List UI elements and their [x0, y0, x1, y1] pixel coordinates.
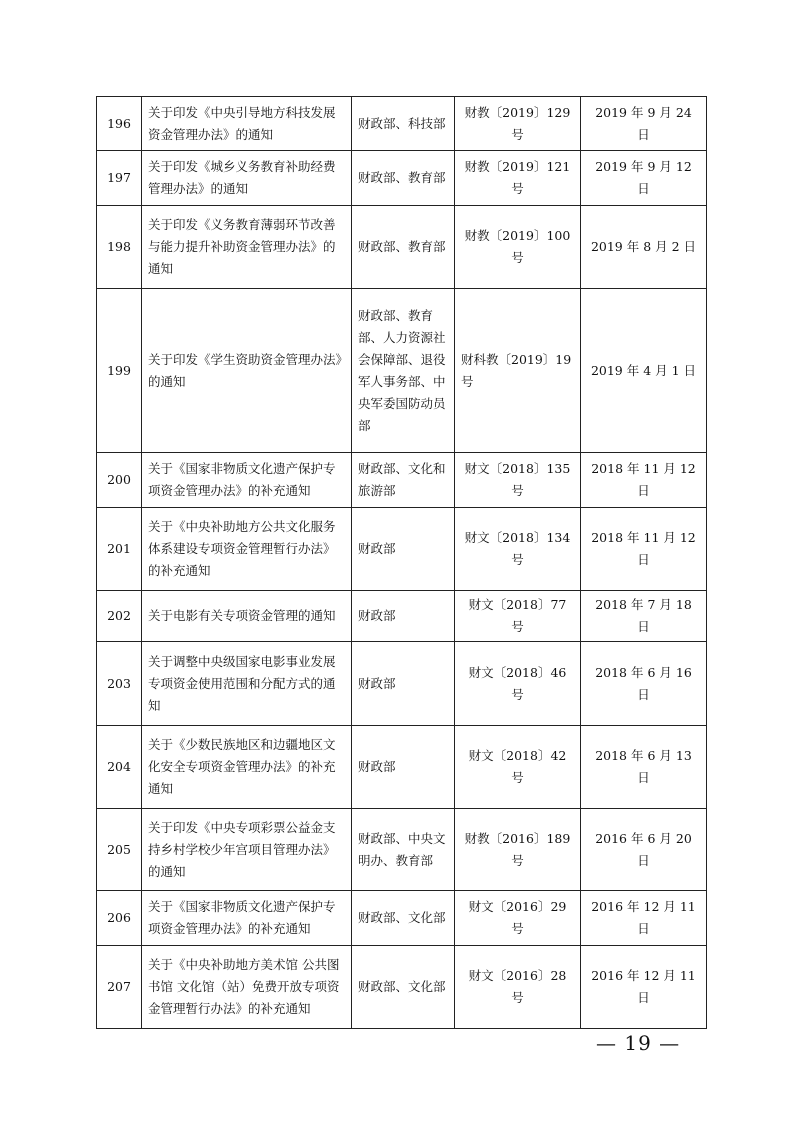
table-row [97, 642, 707, 726]
table-row [97, 809, 707, 891]
issuing-department: 财政部、科技部 [352, 97, 455, 151]
document-number: 财文〔2016〕28 号 [455, 946, 581, 1029]
issue-date: 2019 年 9 月 12 日 [581, 151, 707, 206]
issue-date: 2018 年 6 月 16 日 [581, 642, 707, 726]
issue-date: 2016 年 6 月 20 日 [581, 809, 707, 891]
table-row [97, 151, 707, 206]
row-number: 198 [97, 206, 142, 289]
issuing-department: 财政部、文化和旅游部 [352, 453, 455, 508]
document-title: 关于印发《义务教育薄弱环节改善与能力提升补助资金管理办法》的通知 [142, 206, 352, 289]
document-title: 关于《少数民族地区和边疆地区文化安全专项资金管理办法》的补充通知 [142, 726, 352, 809]
document-number: 财教〔2016〕189 号 [455, 809, 581, 891]
issue-date: 2019 年 8 月 2 日 [581, 206, 707, 289]
row-number: 196 [97, 97, 142, 151]
issuing-department: 财政部、教育部 [352, 206, 455, 289]
document-title: 关于电影有关专项资金管理的通知 [142, 591, 352, 642]
issuing-department: 财政部 [352, 726, 455, 809]
row-number: 199 [97, 289, 142, 453]
document-number: 财文〔2018〕135 号 [455, 453, 581, 508]
document-title: 关于印发《中央专项彩票公益金支持乡村学校少年宫项目管理办法》的通知 [142, 809, 352, 891]
row-number: 197 [97, 151, 142, 206]
issue-date: 2019 年 9 月 24 日 [581, 97, 707, 151]
issuing-department: 财政部 [352, 508, 455, 591]
table-row [97, 946, 707, 1029]
document-number: 财教〔2019〕121 号 [455, 151, 581, 206]
row-number: 207 [97, 946, 142, 1029]
issuing-department: 财政部 [352, 591, 455, 642]
document-number: 财科教〔2019〕19 号 [455, 289, 581, 453]
table-row [97, 891, 707, 946]
document-table [96, 96, 707, 1029]
document-title: 关于《中央补助地方公共文化服务体系建设专项资金管理暂行办法》的补充通知 [142, 508, 352, 591]
row-number: 200 [97, 453, 142, 508]
issuing-department: 财政部、中央文明办、教育部 [352, 809, 455, 891]
issuing-department: 财政部 [352, 642, 455, 726]
table-row [97, 726, 707, 809]
issue-date: 2019 年 4 月 1 日 [581, 289, 707, 453]
document-title: 关于《国家非物质文化遗产保护专项资金管理办法》的补充通知 [142, 891, 352, 946]
row-number: 205 [97, 809, 142, 891]
row-number: 206 [97, 891, 142, 946]
page-number: — 19 — [596, 1031, 681, 1055]
row-number: 201 [97, 508, 142, 591]
issuing-department: 财政部、教育部 [352, 151, 455, 206]
table-row [97, 591, 707, 642]
table-row [97, 453, 707, 508]
issuing-department: 财政部、文化部 [352, 946, 455, 1029]
row-number: 202 [97, 591, 142, 642]
document-number: 财文〔2018〕46 号 [455, 642, 581, 726]
document-title: 关于印发《学生资助资金管理办法》的通知 [142, 289, 352, 453]
table-row [97, 97, 707, 151]
document-title: 关于调整中央级国家电影事业发展专项资金使用范围和分配方式的通知 [142, 642, 352, 726]
issue-date: 2016 年 12 月 11 日 [581, 891, 707, 946]
table-body [97, 97, 707, 1029]
table-row [97, 206, 707, 289]
document-number: 财文〔2018〕134 号 [455, 508, 581, 591]
document-number: 财文〔2018〕42 号 [455, 726, 581, 809]
document-title: 关于印发《中央引导地方科技发展资金管理办法》的通知 [142, 97, 352, 151]
issuing-department: 财政部、教育部、人力资源社会保障部、退役军人事务部、中央军委国防动员部 [352, 289, 455, 453]
issue-date: 2018 年 11 月 12 日 [581, 453, 707, 508]
document-number: 财教〔2019〕100 号 [455, 206, 581, 289]
issuing-department: 财政部、文化部 [352, 891, 455, 946]
issue-date: 2016 年 12 月 11 日 [581, 946, 707, 1029]
row-number: 204 [97, 726, 142, 809]
document-title: 关于印发《城乡义务教育补助经费管理办法》的通知 [142, 151, 352, 206]
table-row [97, 508, 707, 591]
document-title: 关于《国家非物质文化遗产保护专项资金管理办法》的补充通知 [142, 453, 352, 508]
document-number: 财文〔2016〕29 号 [455, 891, 581, 946]
row-number: 203 [97, 642, 142, 726]
document-title: 关于《中央补助地方美术馆 公共图书馆 文化馆（站）免费开放专项资金管理暂行办法》的补充通知 [142, 946, 352, 1029]
issue-date: 2018 年 7 月 18 日 [581, 591, 707, 642]
table-row [97, 289, 707, 453]
issue-date: 2018 年 11 月 12 日 [581, 508, 707, 591]
issue-date: 2018 年 6 月 13 日 [581, 726, 707, 809]
document-number: 财教〔2019〕129 号 [455, 97, 581, 151]
document-number: 财文〔2018〕77 号 [455, 591, 581, 642]
